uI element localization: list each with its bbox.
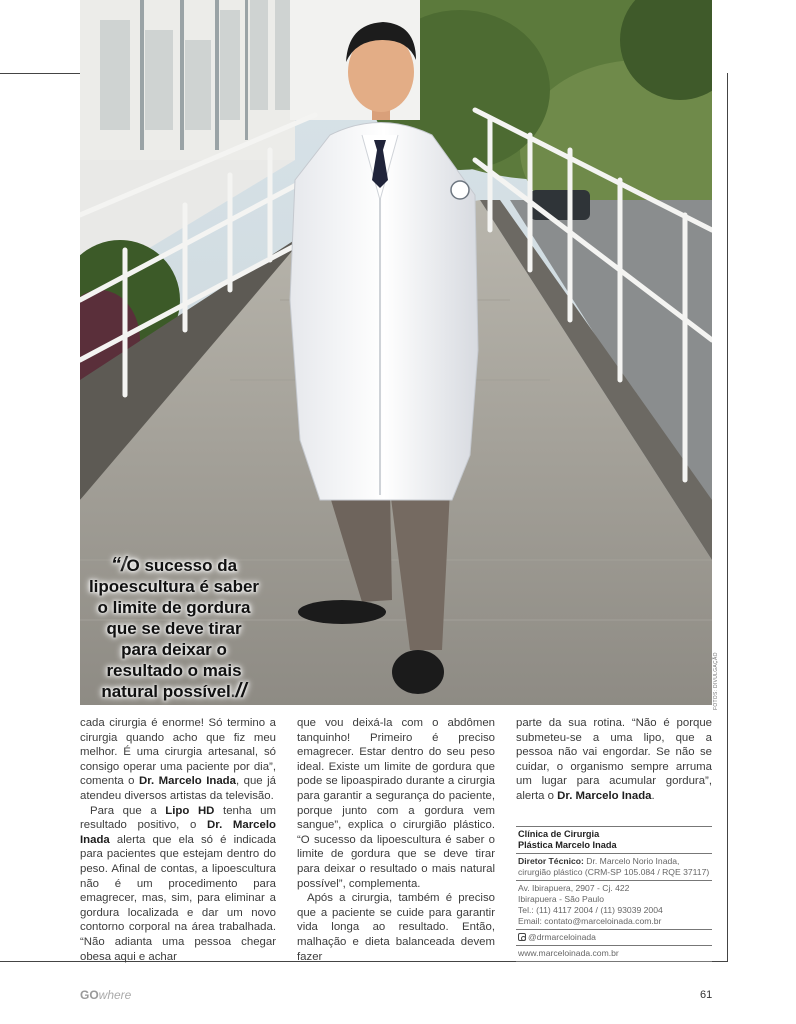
phone: Tel.: (11) 4117 2004 / (11) 93039 2004	[518, 905, 663, 915]
instagram-icon	[518, 933, 526, 941]
paragraph: Para que a Lipo HD tenha um resultado positivo, o Dr. Marcelo Inada alerta que ela só é indicada para pacientes que estejam dentro do peso. Afinal de contas, a lipoescultura não é um procedimento para emagrecer, mas, sim, para eliminar a gordura localizada e dar um novo contorno corporal na área trabalhada. “Não adianta uma pessoa chegar obesa aqui e achar	[80, 804, 276, 963]
quote-line: que se deve tirar	[106, 619, 242, 638]
contact-info	[516, 881, 712, 929]
director-name: Dr. Marcelo Norio Inada,	[583, 856, 680, 866]
quote-line: resultado o mais	[106, 661, 242, 680]
director-info	[516, 854, 712, 880]
paragraph: cada cirurgia é enorme! Só termino a cirurgia quando acho que fiz meu melhor. É uma cirurgia artesanal, só consigo operar uma paciente por dia”, comenta o Dr. Marcelo Inada, que já atendeu diversos artistas da televisão.	[80, 717, 276, 802]
quote-line: para deixar o	[121, 640, 227, 659]
quote-open-mark: “/	[110, 554, 127, 576]
doctor-name: Dr. Marcelo Inada	[80, 819, 276, 846]
doctor-name: Dr. Marcelo Inada	[557, 789, 652, 802]
article-column-2	[297, 716, 495, 964]
quote-line: lipoescultura é saber	[88, 577, 260, 596]
address-line: Ibirapuera - São Paulo	[518, 894, 604, 904]
quote-line: o limite de gordura	[97, 598, 251, 617]
instagram-row	[516, 930, 712, 945]
email-link[interactable]: Email: contato@marceloinada.com.br	[518, 916, 662, 926]
photo-credit: FOTOS: DIVULGAÇÃO	[713, 652, 719, 710]
director-role: cirurgião plástico (CRM-SP 105.084 / RQE 37117)	[518, 867, 710, 877]
website-link[interactable]: www.marceloinada.com.br	[518, 948, 619, 958]
quote-line: O sucesso da	[126, 556, 238, 575]
paragraph: Após a cirurgia, também é preciso que a paciente se cuide para garantir vida longa ao resultado. Então, malhação e dieta balanceada devem fazer	[297, 892, 495, 963]
pull-quote	[88, 555, 260, 702]
paragraph: que vou deixá-la com o abdômen tanquinho! Primeiro é preciso emagrecer. Estar dentro do seu peso ideal. Existe um limite de gordura que pode se lipoaspirado durante a cirurgia para garantir a segurança do paciente, porque junto com a gordura vem sangue”, explica o cirurgião plástico. “O sucesso da lipoescultura é saber o limite de gordura que se deve tirar para deixar o resultado o mais natural possível”, complementa.	[297, 717, 495, 890]
page-number: 61	[700, 989, 713, 1001]
clinic-info-box	[516, 826, 712, 962]
website-row	[516, 946, 712, 961]
procedure-name: Lipo HD	[165, 804, 215, 817]
quote-close-mark: //	[235, 680, 247, 702]
clinic-title: Clínica de Cirurgia Plástica Marcelo Inada	[518, 829, 617, 850]
address-line: Av. Ibirapuera, 2907 - Cj. 422	[518, 883, 630, 893]
director-label: Diretor Técnico:	[518, 856, 584, 866]
frame-rule-top	[0, 73, 80, 74]
article-column-1	[80, 716, 276, 964]
doctor-name: Dr. Marcelo Inada	[139, 775, 236, 788]
divider	[516, 961, 712, 962]
magazine-logo: GOwhere	[80, 988, 132, 1002]
quote-line: natural possível.	[101, 682, 236, 701]
frame-rule-right	[727, 73, 728, 961]
paragraph: parte da sua rotina. “Não é porque submeteu-se a uma lipo, que a pessoa não vai engordar. Se não se cuidar, o organismo sempre arruma um lugar para acumular gordura”, alerta o Dr. Marcelo Inada.	[516, 717, 712, 802]
article-column-3	[516, 716, 712, 804]
instagram-handle[interactable]: @drmarceloinada	[528, 932, 596, 942]
